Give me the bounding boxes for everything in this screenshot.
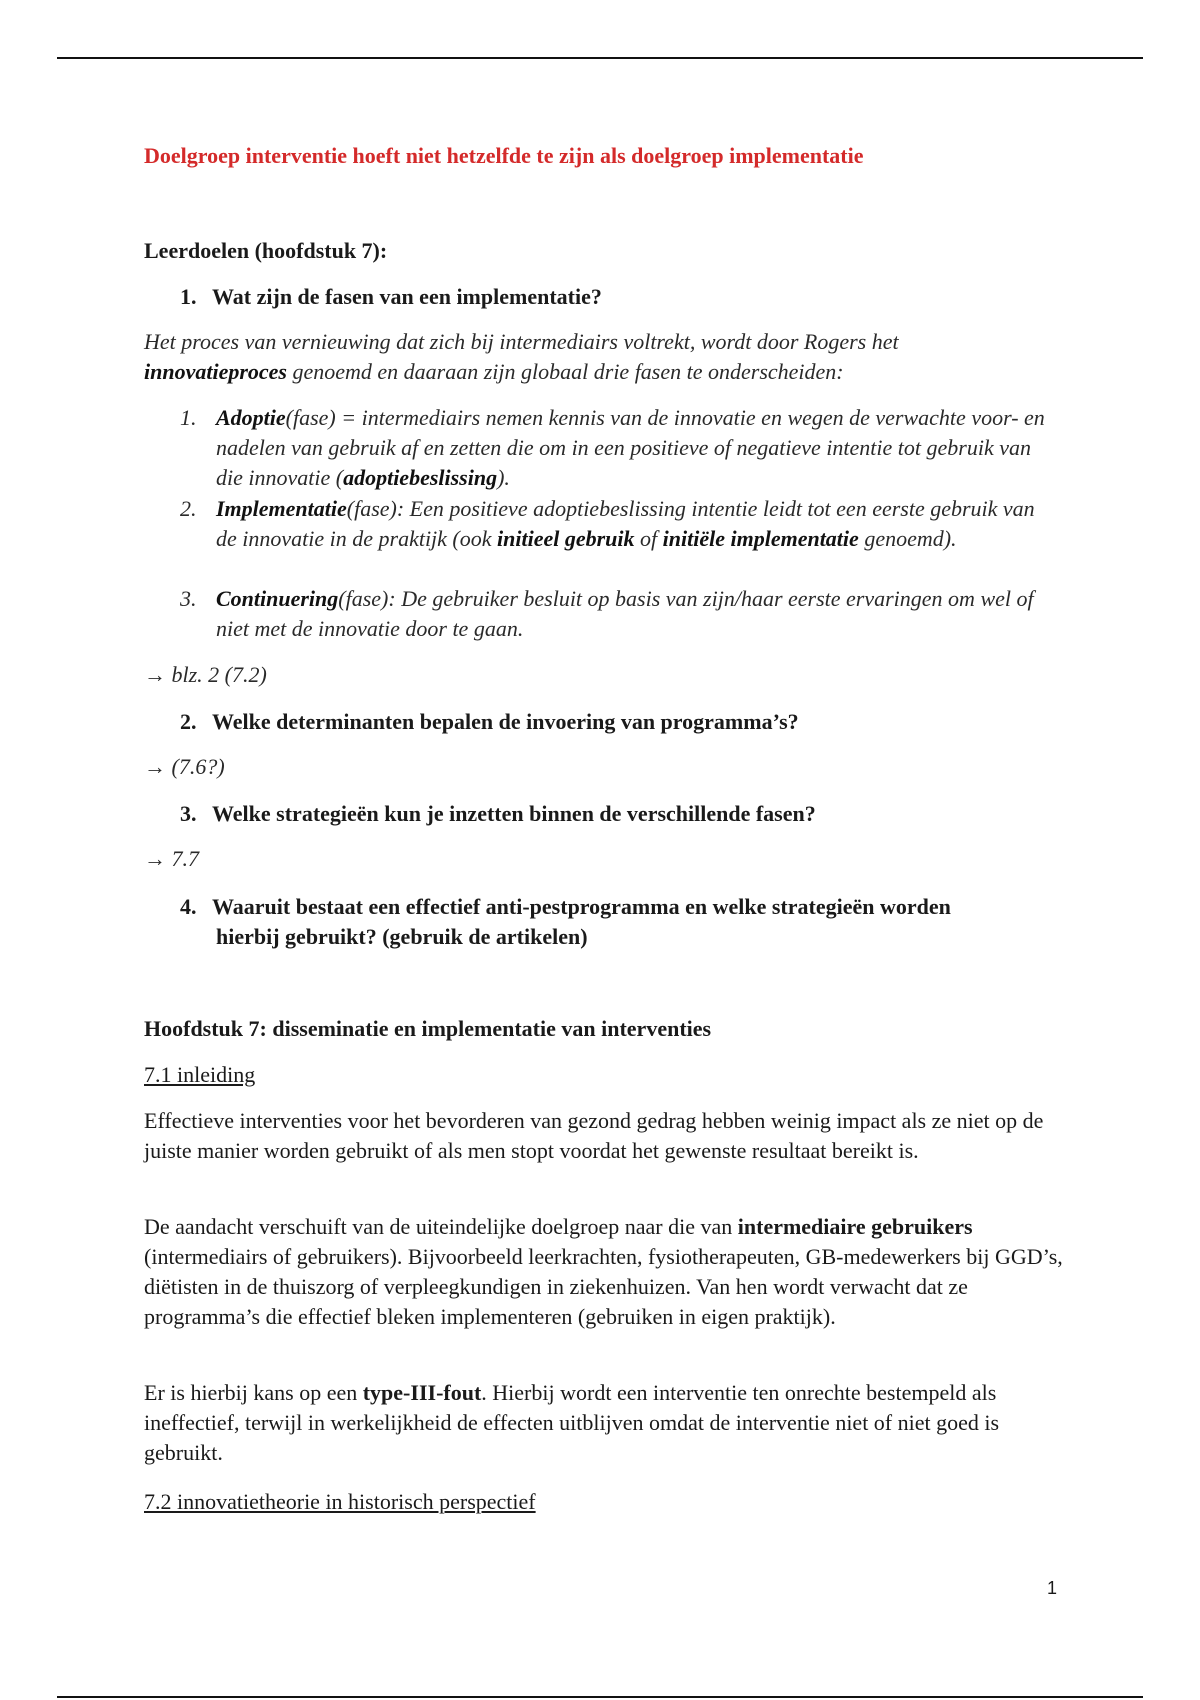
- paragraph-2-part1: De aandacht verschuift van de uiteindelijke doelgroep naar die van: [144, 1214, 738, 1239]
- arrow-ref-text-3: 7.7: [171, 846, 199, 871]
- paragraph-3-part2: . Hierbij wordt een interventie ten onrechte bestempeld als ineffectief, terwijl in werkelijkheid de effecten uitblijven omdat de interventie niet of niet goed is gebruikt.: [144, 1380, 1000, 1465]
- leerdoelen-heading: Leerdoelen (hoofdstuk 7):: [144, 238, 388, 263]
- phase-1: [180, 403, 1060, 493]
- bottom-rule: [57, 1696, 1143, 1698]
- question-1-text: Wat zijn de fasen van een implementatie?: [212, 284, 602, 309]
- paragraph-2-part2: (intermediairs of gebruikers). Bijvoorbeeld leerkrachten, fysiotherapeuten, GB-medewerkers bij GGD’s, diëtisten in de thuiszorg of verpleegkundigen in ziekenhuizen. Van hen wordt verwacht dat ze programma’s die effectief bleken implementeren (gebruiken in eigen praktijk).: [144, 1244, 1063, 1329]
- question-4-number: 4.: [180, 894, 197, 919]
- phase-2-end: genoemd).: [858, 526, 957, 551]
- phase-1-bold: adoptiebeslissing: [343, 465, 498, 490]
- paragraph-3-part1: Er is hierbij kans op een: [144, 1380, 363, 1405]
- phase-2: [180, 494, 1060, 554]
- question-1-number: 1.: [180, 284, 197, 309]
- question-2-text: Welke determinanten bepalen de invoering van programma’s?: [212, 709, 799, 734]
- arrow-ref-text-2: (7.6?): [171, 754, 225, 779]
- question-2: [180, 707, 799, 737]
- top-rule: [57, 57, 1143, 59]
- page-number: 1: [1047, 1578, 1058, 1598]
- arrow-icon: →: [144, 754, 166, 779]
- intro-part1: Het proces van vernieuwing dat zich bij intermediairs voltrekt, wordt door Rogers het: [144, 329, 899, 354]
- phase-3-term: Continuering: [216, 586, 339, 611]
- phase-3-number: 3.: [180, 586, 197, 611]
- phase-3: [180, 584, 1060, 644]
- paragraph-2: [144, 1212, 1064, 1332]
- intro-bold: innovatieproces: [144, 359, 287, 384]
- question-3-text: Welke strategieën kun je inzetten binnen de verschillende fasen?: [212, 801, 816, 826]
- arrow-reference-3: [144, 846, 199, 872]
- phase-2-bold: initieel gebruik: [497, 526, 635, 551]
- paragraph-3-bold: type-III-fout: [362, 1380, 482, 1405]
- question-4-continued: hierbij gebruikt? (gebruik de artikelen): [216, 924, 588, 949]
- paragraph-2-bold: intermediaire gebruikers: [737, 1214, 973, 1239]
- paragraph-3: [144, 1378, 1064, 1468]
- question-3-number: 3.: [180, 801, 197, 826]
- arrow-ref-text-1: blz. 2 (7.2): [171, 662, 267, 687]
- phase-2-bold2: initiële implementatie: [662, 526, 859, 551]
- phase-2-term: Implementatie: [216, 496, 347, 521]
- question-1: [180, 282, 602, 312]
- phase-1-end: ).: [497, 465, 510, 490]
- intro-part2: genoemd en daaraan zijn globaal drie fasen te onderscheiden:: [287, 359, 844, 384]
- question-2-number: 2.: [180, 709, 197, 734]
- phase-1-term: Adoptie: [216, 405, 286, 430]
- arrow-icon: →: [144, 846, 166, 871]
- intro-paragraph: [144, 327, 1024, 387]
- phase-2-text: (fase): Een positieve adoptiebeslissing intentie leidt tot een eerste gebruik van de innovatie in de praktijk (ook: [216, 496, 1035, 551]
- red-heading: Doelgroep interventie hoeft niet hetzelfde te zijn als doelgroep implementatie: [144, 143, 864, 168]
- phase-2-mid: of: [634, 526, 663, 551]
- phase-1-text: (fase) = intermediairs nemen kennis van de innovatie en wegen de verwachte voor- en nadelen van gebruik af en zetten die om in een positieve of negatieve intentie tot gebruik van die innovatie (: [216, 405, 1045, 490]
- question-3: [180, 799, 816, 829]
- section-7-1-heading: 7.1 inleiding: [144, 1062, 256, 1087]
- phase-1-number: 1.: [180, 405, 197, 430]
- section-7-2-heading: 7.2 innovatietheorie in historisch perspectief: [144, 1489, 536, 1514]
- arrow-icon: →: [144, 662, 166, 687]
- question-4: [180, 892, 951, 922]
- paragraph-1: Effectieve interventies voor het bevorderen van gezond gedrag hebben weinig impact als ze niet op de juiste manier worden gebruikt of als men stopt voordat het gewenste resultaat bereikt is.: [144, 1108, 1044, 1163]
- phase-2-number: 2.: [180, 496, 197, 521]
- question-4-text-line1: Waaruit bestaat een effectief anti-pestprogramma en welke strategieën worden: [212, 894, 951, 919]
- arrow-reference-1: [144, 662, 267, 688]
- chapter-heading: Hoofdstuk 7: disseminatie en implementatie van interventies: [144, 1016, 712, 1041]
- phase-3-text: (fase): De gebruiker besluit op basis van zijn/haar eerste ervaringen om wel of niet met de innovatie door te gaan.: [216, 586, 1034, 641]
- arrow-reference-2: [144, 754, 225, 780]
